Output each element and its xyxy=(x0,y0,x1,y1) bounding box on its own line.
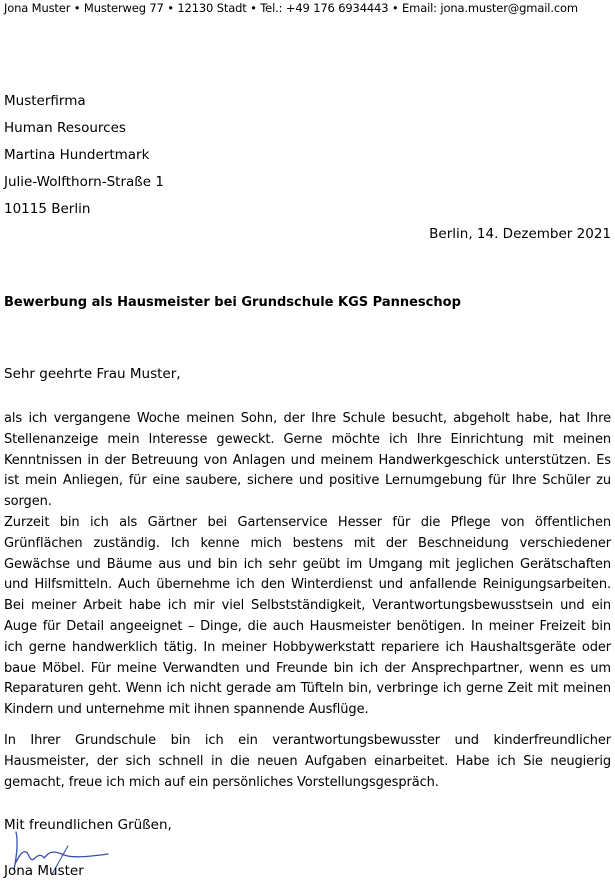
recipient-city: 10115 Berlin xyxy=(4,201,91,217)
recipient-contact: Martina Hundertmark xyxy=(4,147,150,163)
sender-line: Jona Muster • Musterweg 77 • 12130 Stadt • Tel.: +49 176 6934443 • Email: jona.muster@gmail.com xyxy=(4,1,578,15)
letter-subject: Bewerbung als Hausmeister bei Grundschule KGS Panneschop xyxy=(4,295,461,310)
body-paragraph-1: als ich vergangene Woche meinen Sohn, der Ihre Schule besucht, abgeholt habe, hat Ihre Stellenanzeige mein Interesse geweckt. Gerne möchte ich Ihre Einrichtung mit meinen Kenntnissen in der Betreuung von Anlagen und meinem Handwerkgeschick unterstützen. Es ist mein Anliegen, für eine saubere, sichere und positive Lernumgebung für Ihre Schüler zu sorgen. xyxy=(4,411,611,510)
closing: Mit freundlichen Grüßen, xyxy=(4,817,172,833)
body-paragraph-3: In Ihrer Grundschule bin ich ein verantwortungsbewusster und kinderfreundlicher Hausmeister, der sich schnell in die neuen Aufgaben einarbeitet. Habe ich Sie neugierig gemacht, freue ich mich auf ein persönliches Vorstellungsgespräch. xyxy=(4,733,611,790)
signer-name: Jona Muster xyxy=(4,863,84,879)
letter-date: Berlin, 14. Dezember 2021 xyxy=(429,226,611,242)
salutation: Sehr geehrte Frau Muster, xyxy=(4,366,181,382)
recipient-company: Musterfirma xyxy=(4,93,86,109)
recipient-street: Julie-Wolfthorn-Straße 1 xyxy=(4,174,164,190)
body-paragraph-2: Zurzeit bin ich als Gärtner bei Gartenservice Hesser für die Pflege von öffentlichen Grünflächen zuständig. Ich kenne mich bestens mit der Beschneidung verschiedener Gewächse und Bäume aus und bin ich sehr geübt im Umgang mit jeglichen Gerätschaften und Hilfsmitteln. Auch übernehme ich den Winterdienst und anfallende Reinigungsarbeiten. Bei meiner Arbeit habe ich mir viel Selbstständigkeit, Verantwortungsbewusstsein und ein Auge für Detail angeeignet – Dinge, die auch Hausmeister benötigen. In meiner Freizeit bin ich gerne handwerklich tätig. In meiner Hobbywerkstatt repariere ich Haushaltsgeräte oder baue Möbel. Für meine Verwandten und Freunde bin ich der Ansprechpartner, wenn es um Reparaturen geht. Wenn ich nicht gerade am Tüfteln bin, verbringe ich gerne Zeit mit meinen Kindern und unternehme mit ihnen spannende Ausflüge. xyxy=(4,515,611,718)
recipient-address xyxy=(4,88,164,223)
recipient-department: Human Resources xyxy=(4,120,126,136)
